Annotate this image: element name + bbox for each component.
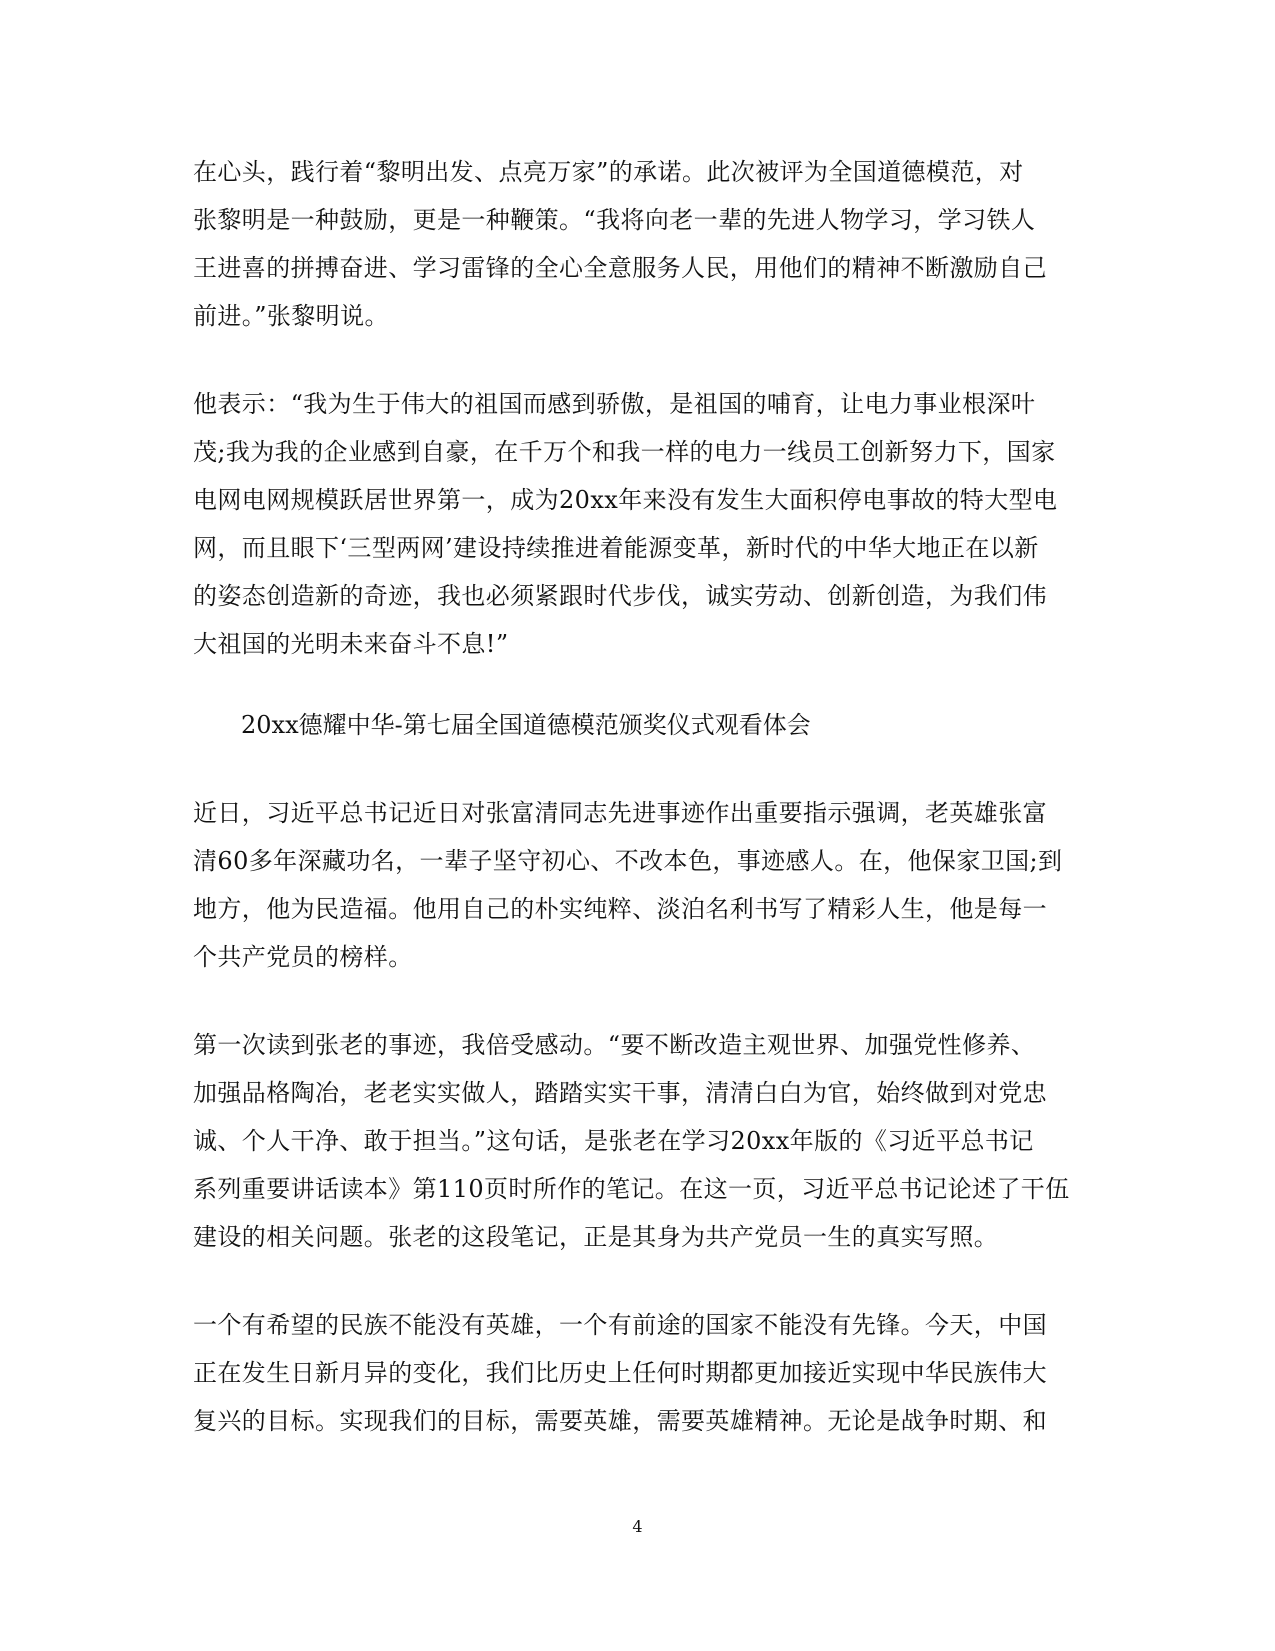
text-line: 前进。”张黎明说。 <box>193 302 389 330</box>
text-line: 茂;我为我的企业感到自豪，在千万个和我一样的电力一线员工创新努力下，国家 <box>193 438 1056 466</box>
text-line: 近日，习近平总书记近日对张富清同志先进事迹作出重要指示强调，老英雄张富 <box>193 799 1047 827</box>
text-line: 加强品格陶冶，老老实实做人，踏踏实实干事，清清白白为官，始终做到对党忠 <box>193 1079 1047 1107</box>
text-line: 第一次读到张老的事迹，我倍受感动。“要不断改造主观世界、加强党性修养、 <box>193 1031 1036 1059</box>
paragraph-1 <box>193 148 1083 340</box>
text-line: 系列重要讲话读本》第110页时所作的笔记。在这一页，习近平总书记论述了干伍 <box>193 1175 1070 1203</box>
text-line: 张黎明是一种鼓励，更是一种鞭策。“我将向老一辈的先进人物学习，学习铁人 <box>193 206 1036 234</box>
text-line: 的姿态创造新的奇迹，我也必须紧跟时代步伐，诚实劳动、创新创造，为我们伟 <box>193 582 1047 610</box>
text-line: 复兴的目标。实现我们的目标，需要英雄，需要英雄精神。无论是战争时期、和 <box>193 1407 1047 1435</box>
paragraph-5 <box>193 1301 1083 1445</box>
text-line: 网，而且眼下‘三型两网’建设持续推进着能源变革，新时代的中华大地正在以新 <box>193 534 1039 562</box>
text-line: 王进喜的拼搏奋进、学习雷锋的全心全意服务人民，用他们的精神不断激励自己 <box>193 254 1047 282</box>
text-line: 电网电网规模跃居世界第一，成为20xx年来没有发生大面积停电事故的特大型电 <box>193 486 1058 514</box>
text-line: 地方，他为民造福。他用自己的朴实纯粹、淡泊名利书写了精彩人生，他是每一 <box>193 895 1047 923</box>
text-line: 一个有希望的民族不能没有英雄，一个有前途的国家不能没有先锋。今天，中国 <box>193 1311 1047 1339</box>
text-line: 在心头，践行着“黎明出发、点亮万家”的承诺。此次被评为全国道德模范，对 <box>193 158 1024 186</box>
text-line: 诚、个人干净、敢于担当。”这句话，是张老在学习20xx年版的《习近平总书记 <box>193 1127 1034 1155</box>
section-heading: 20xx德耀中华-第七届全国道德模范颁奖仪式观看体会 <box>241 711 811 739</box>
paragraph-2 <box>193 380 1083 668</box>
text-line: 大祖国的光明未来奋斗不息!” <box>193 630 509 658</box>
text-line: 他表示：“我为生于伟大的祖国而感到骄傲，是祖国的哺育，让电力事业根深叶 <box>193 390 1036 418</box>
text-line: 清60多年深藏功名，一辈子坚守初心、不改本色，事迹感人。在，他保家卫国;到 <box>193 847 1063 875</box>
text-line: 个共产党员的榜样。 <box>193 943 413 971</box>
text-line: 建设的相关问题。张老的这段笔记，正是其身为共产党员一生的真实写照。 <box>193 1223 999 1251</box>
text-line: 正在发生日新月异的变化，我们比历史上任何时期都更加接近实现中华民族伟大 <box>193 1359 1047 1387</box>
paragraph-4 <box>193 1021 1083 1261</box>
page-number: 4 <box>632 1517 643 1536</box>
paragraph-3 <box>193 789 1083 981</box>
